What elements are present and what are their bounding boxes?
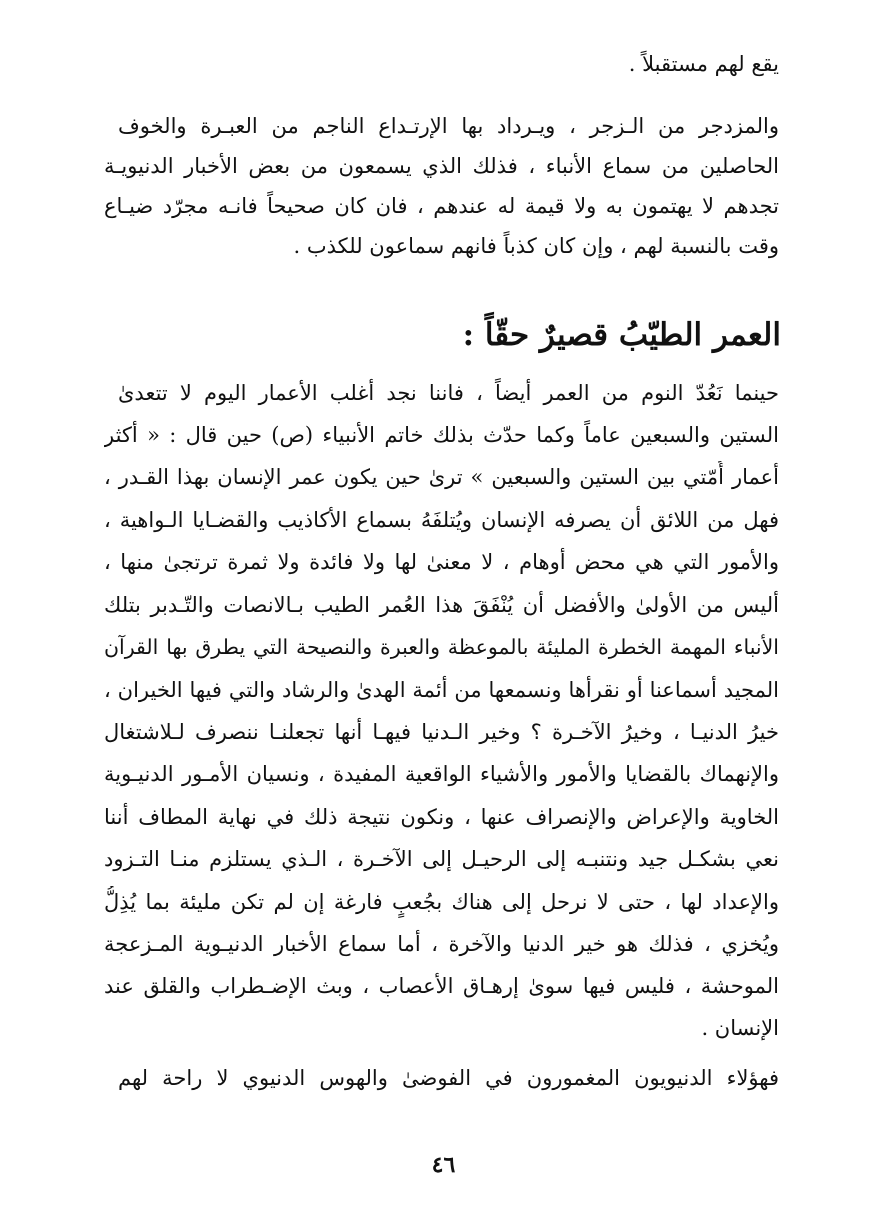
paragraph-line: والأمور التي هي محض أوهام ، لا معنىٰ لها ولا فائدة ولا ثمرة ترتجىٰ منها ، xyxy=(104,550,779,574)
paragraph-line: الإنسان . xyxy=(701,1016,779,1040)
paragraph-line: الخاوية والإعراض والإنصراف عنها ، ونكون نتيجة ذلك في نهاية المطاف أننا xyxy=(104,805,779,829)
page-number: ٤٦ xyxy=(431,1152,456,1178)
paragraph-line: والمزدجر من الـزجر ، ويـرداد بها الإرتـداع الناجم من العبـرة والخوف xyxy=(118,114,779,138)
paragraph-line: الموحشة ، فليس فيها سوىٰ إرهـاق الأعصاب ، وبث الإضـطراب والقلق عند xyxy=(104,974,779,998)
paragraph-line: خيرُ الدنيـا ، وخيرُ الآخـرة ؟ وخير الـدنيا فيهـا أنها تجعلنـا ننصرف لـلاشتغال xyxy=(104,720,779,744)
paragraph-3-line: فهؤلاء الدنيويون المغمورون في الفوضىٰ والهوس الدنيوي لا راحة لهم xyxy=(118,1066,779,1090)
intro-line: يقع لهم مستقبلاً . xyxy=(628,52,779,76)
paragraph-line: المجيد أسماعنا أو نقرأها ونسمعها من أئمة الهدىٰ والرشاد والتي فيها الخيران ، xyxy=(104,678,779,702)
paragraph-line: حينما نَعُدّ النوم من العمر أيضاً ، فاننا نجد أغلب الأعمار اليوم لا تتعدىٰ xyxy=(118,381,779,405)
paragraph-line: أليس من الأولىٰ والأفضل أن يُنْفَقَ هذا العُمر الطيب بـالانصات والتّـدبر بتلك xyxy=(104,593,779,617)
paragraph-line: أعمار أُمّتي بين الستين والسبعين » ترىٰ حين يكون عمر الإنسان بهذا القـدر ، xyxy=(104,465,779,489)
paragraph-line: وقت بالنسبة لهم ، وإن كان كذباً فانهم سماعون للكذب . xyxy=(293,234,779,258)
paragraph-line: ويُخزي ، فذلك هو خير الدنيا والآخرة ، أما سماع الأخبار الدنيـوية المـزعجة xyxy=(104,932,779,956)
section-heading: العمر الطيّبُ قصيرٌ حقّاً : xyxy=(462,317,781,353)
paragraph-line: تجدهم لا يهتمون به ولا قيمة له عندهم ، فان كان صحيحاً فانـه مجرّد ضيـاع xyxy=(104,194,779,218)
paragraph-line: الحاصلين من سماع الأنباء ، فذلك الذي يسمعون من بعض الأخبار الدنيويـة xyxy=(104,154,779,178)
paragraph-line: الستين والسبعين عاماً وكما حدّث بذلك خاتم الأنبياء (ص) حين قال : « أكثر xyxy=(104,423,779,447)
paragraph-line: فهل من اللائق أن يصرفه الإنسان ويُتلفَهُ بسماع الأكاذيب والقضـايا الـواهية ، xyxy=(104,508,779,532)
paragraph-line: والإعداد لها ، حتى لا نرحل إلى هناك بجُعبٍ فارغة إن لم تكن مليئة بما يُذِلُّ xyxy=(104,890,779,914)
paragraph-line: الأنباء المهمة الخطرة المليئة بالموعظة والعبرة والنصيحة التي يطرق بها القرآن xyxy=(104,635,779,659)
paragraph-line: نعي بشكـل جيد ونتنبـه إلى الرحيـل إلى الآخـرة ، الـذي يستلزم منـا التـزود xyxy=(104,847,779,871)
paragraph-line: والإنهماك بالقضايا والأمور والأشياء الواقعية المفيدة ، ونسيان الأمـور الدنيـوية xyxy=(104,762,779,786)
